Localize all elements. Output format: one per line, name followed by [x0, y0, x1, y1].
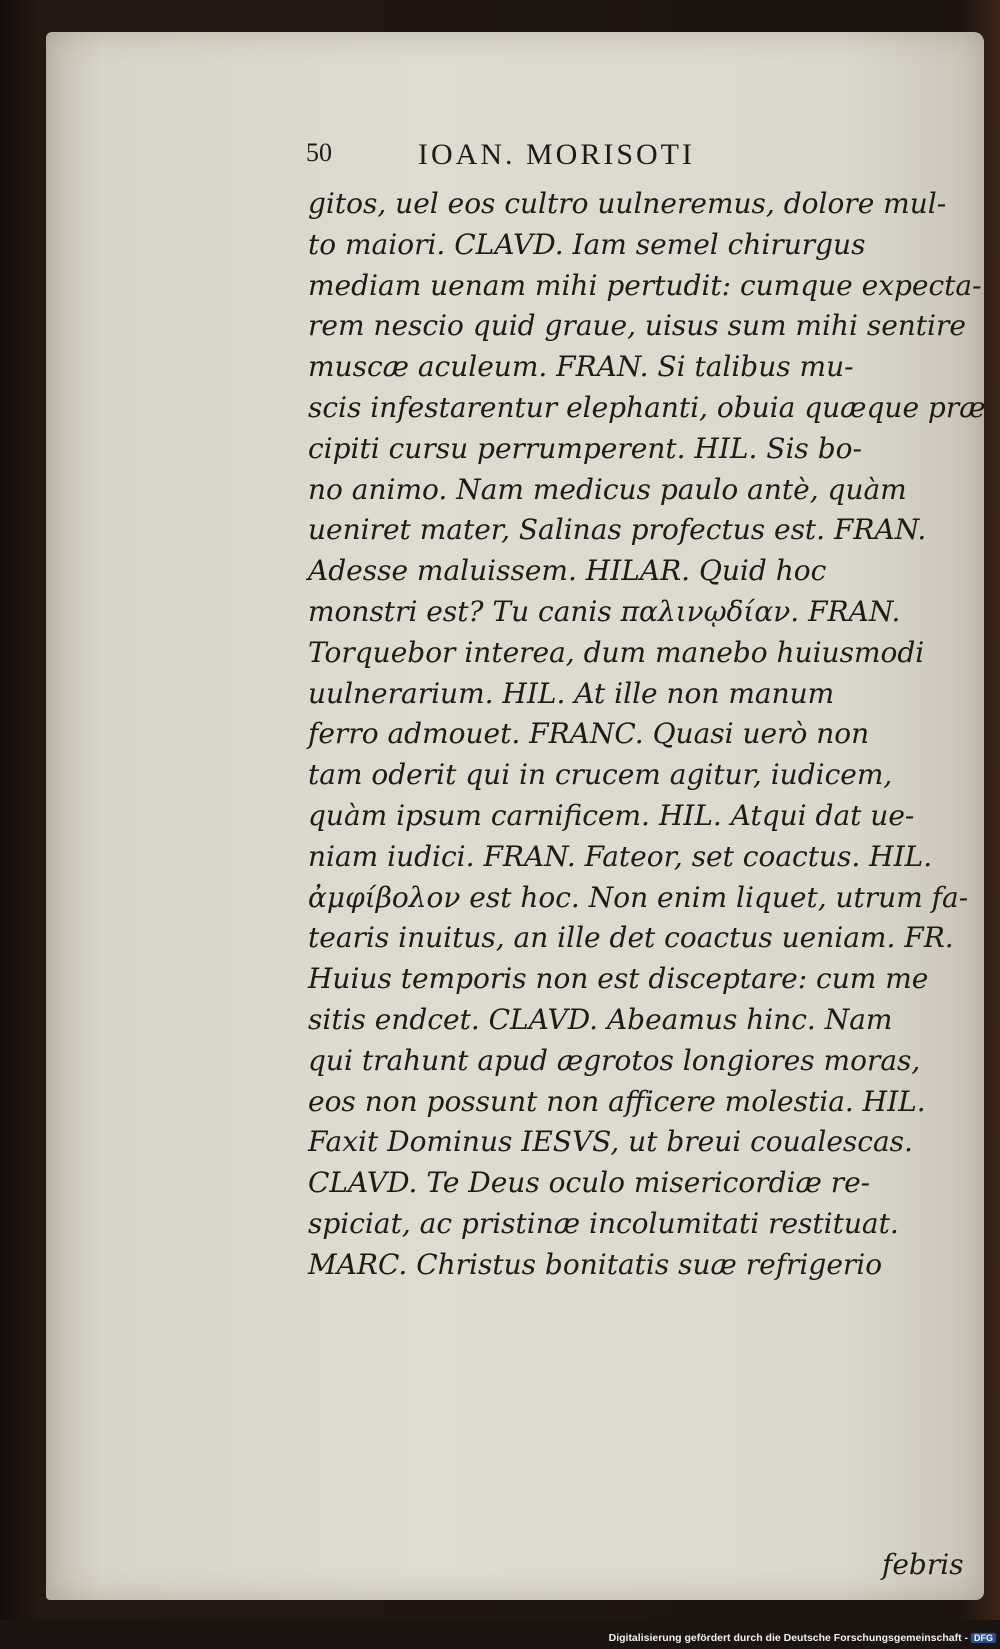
- text-line: tearis inuitus, an ille det coactus ueniam. FR.: [308, 921, 954, 955]
- text-line: muscæ aculeum. FRAN. Si talibus mu-: [308, 350, 854, 384]
- text-line: Adesse maluissem. HILAR. Quid hoc: [308, 554, 827, 588]
- text-line: rem nescio quid graue, uisus sum mihi sentire: [308, 309, 966, 343]
- page-number: 50: [306, 138, 332, 167]
- text-line: uulnerarium. HIL. At ille non manum: [308, 676, 835, 710]
- text-line: ueniret mater, Salinas profectus est. FRAN.: [308, 513, 927, 547]
- digitization-credit: [609, 1632, 996, 1644]
- text-line: to maiori. CLAVD. Iam semel chirurgus: [308, 227, 866, 261]
- text-line: eos non possunt non afficere molestia. HIL.: [308, 1084, 926, 1118]
- text-line: quàm ipsum carnificem. HIL. Atqui dat ue-: [308, 799, 915, 832]
- text-line: cipiti cursu perrumperent. HIL. Sis bo-: [308, 431, 862, 465]
- text-line: sitis endcet. CLAVD. Abeamus hinc. Nam: [308, 1003, 893, 1036]
- text-line: MARC. Christus bonitatis suæ refrigerio: [308, 1247, 883, 1281]
- text-line: qui trahunt apud ægrotos longiores moras,: [308, 1043, 921, 1077]
- text-line: niam iudici. FRAN. Fateor, set coactus. HIL.: [308, 839, 933, 873]
- text-line: CLAVD. Te Deus oculo misericordiæ re-: [308, 1166, 871, 1200]
- catchword: febris: [882, 1548, 964, 1581]
- running-title: IOAN. MORISOTI: [418, 138, 695, 171]
- text-line: no animo. Nam medicus paulo antè, quàm: [308, 472, 907, 506]
- text-line: scis infestarentur elephanti, obuia quæque præ: [308, 391, 986, 424]
- text-line: mediam uenam mihi pertudit: cumque expecta-: [308, 268, 982, 302]
- text-line: ferro admouet. FRANC. Quasi uerò non: [308, 717, 870, 751]
- running-header: [306, 138, 806, 178]
- text-line: Huius temporis non est disceptare: cum me: [308, 962, 929, 996]
- dfg-logo-icon: DFG: [971, 1633, 996, 1643]
- text-line: Torquebor interea, dum manebo huiusmodi: [308, 635, 925, 669]
- credit-text: Digitalisierung gefördert durch die Deutsche Forschungsgemeinschaft -: [608, 1632, 968, 1644]
- text-line: monstri est? Tu canis παλινῳδίαν. FRAN.: [308, 595, 901, 628]
- text-line: Faxit Dominus IESVS, ut breui coualescas.: [308, 1125, 913, 1159]
- text-line: gitos, uel eos cultro uulneremus, dolore mul-: [308, 187, 947, 220]
- text-line: ἀμφίβολον est hoc. Non enim liquet, utrum fa-: [308, 880, 969, 914]
- text-line: tam oderit qui in crucem agitur, iudicem,: [308, 758, 893, 792]
- text-line: spiciat, ac pristinæ incolumitati restituat.: [308, 1207, 899, 1240]
